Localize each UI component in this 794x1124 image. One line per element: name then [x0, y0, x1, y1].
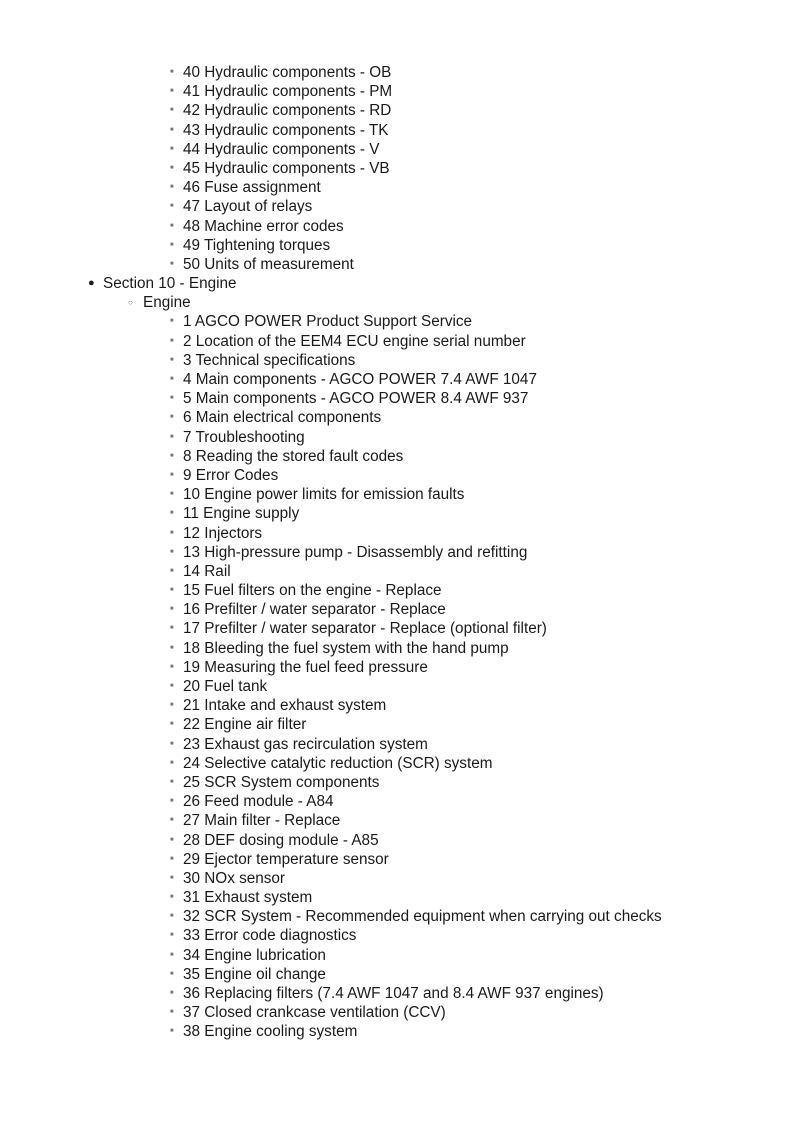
bullet-icon: ■ — [170, 395, 174, 402]
list-item[interactable] — [0, 389, 794, 408]
bullet-icon: ■ — [170, 836, 174, 843]
list-item[interactable] — [0, 1022, 794, 1041]
list-item-label: 23 Exhaust gas recirculation system — [183, 735, 428, 753]
list-item[interactable] — [0, 792, 794, 811]
list-item[interactable] — [0, 504, 794, 523]
bullet-icon: ■ — [170, 951, 174, 958]
list-item-label: 9 Error Codes — [183, 466, 279, 484]
bullet-icon: ■ — [170, 548, 174, 555]
list-item-label: 30 NOx sensor — [183, 869, 286, 887]
list-item[interactable] — [0, 965, 794, 984]
section-heading[interactable] — [0, 274, 794, 293]
list-item-label: 17 Prefilter / water separator - Replace (optional filter) — [183, 620, 547, 638]
list-item[interactable] — [0, 312, 794, 331]
bullet-icon: ■ — [170, 759, 174, 766]
subsection-heading[interactable] — [0, 293, 794, 312]
top-item-list — [0, 63, 794, 274]
hollow-bullet-icon: ○ — [128, 298, 133, 308]
section-item-list — [0, 312, 794, 1041]
list-item[interactable] — [0, 754, 794, 773]
list-item[interactable] — [0, 984, 794, 1003]
bullet-icon: ■ — [170, 625, 174, 632]
list-item-label: 13 High-pressure pump - Disassembly and refitting — [183, 543, 528, 561]
bullet-icon: ■ — [170, 88, 174, 95]
section-title: Section 10 - Engine — [103, 275, 237, 293]
list-item-label: 5 Main components - AGCO POWER 8.4 AWF 937 — [183, 390, 529, 408]
bullet-icon: ■ — [170, 567, 174, 574]
bullet-icon: ■ — [170, 145, 174, 152]
list-item-label: 3 Technical specifications — [183, 351, 356, 369]
list-item[interactable] — [0, 524, 794, 543]
list-item[interactable] — [0, 408, 794, 427]
bullet-icon: ■ — [170, 644, 174, 651]
bullet-icon: ■ — [170, 376, 174, 382]
list-item[interactable] — [0, 811, 794, 830]
list-item[interactable] — [0, 351, 794, 370]
list-item-label: 25 SCR System components — [183, 773, 380, 791]
list-item[interactable] — [0, 677, 794, 696]
list-item-label: 10 Engine power limits for emission faults — [183, 486, 465, 504]
list-item[interactable] — [0, 63, 794, 82]
list-item[interactable] — [0, 658, 794, 677]
bullet-icon: ■ — [170, 740, 174, 747]
list-item[interactable] — [0, 466, 794, 485]
bullet-icon: ■ — [170, 990, 174, 996]
list-item[interactable] — [0, 159, 794, 178]
table-of-contents — [0, 63, 794, 1042]
list-item[interactable] — [0, 581, 794, 600]
bullet-icon: ■ — [170, 126, 174, 133]
list-item[interactable] — [0, 888, 794, 907]
bullet-icon: ■ — [170, 778, 174, 785]
list-item[interactable] — [0, 1003, 794, 1022]
list-item[interactable] — [0, 696, 794, 715]
list-item-label: 7 Troubleshooting — [183, 428, 305, 446]
bullet-icon: ■ — [170, 510, 174, 517]
list-item[interactable] — [0, 236, 794, 255]
list-item-label: 50 Units of measurement — [183, 255, 354, 273]
bullet-icon: ■ — [170, 69, 174, 75]
list-item-label: 14 Rail — [183, 562, 231, 580]
list-item-label: 38 Engine cooling system — [183, 1023, 358, 1041]
bullet-icon: ■ — [170, 817, 174, 824]
list-item-label: 24 Selective catalytic reduction (SCR) system — [183, 754, 493, 772]
bullet-icon: ■ — [170, 318, 174, 325]
list-item[interactable] — [0, 101, 794, 120]
bullet-icon: ■ — [170, 587, 174, 594]
bullet-icon: ■ — [170, 721, 174, 728]
bullet-icon: ■ — [170, 471, 174, 478]
subsection-title: Engine — [143, 294, 191, 312]
list-item-label: 15 Fuel filters on the engine - Replace — [183, 582, 442, 600]
bullet-icon: ■ — [170, 663, 174, 670]
bullet-icon: ■ — [170, 414, 174, 421]
list-item-label: 8 Reading the stored fault codes — [183, 447, 404, 465]
bullet-icon: ■ — [170, 798, 174, 805]
bullet-icon: ■ — [170, 894, 174, 901]
list-item-label: 41 Hydraulic components - PM — [183, 83, 393, 101]
list-item-label: 1 AGCO POWER Product Support Service — [183, 313, 473, 331]
list-item-label: 29 Ejector temperature sensor — [183, 850, 389, 868]
bullet-icon: ■ — [170, 1009, 174, 1016]
list-item[interactable] — [0, 178, 794, 197]
list-item-label: 22 Engine air filter — [183, 716, 307, 734]
list-item-label: 6 Main electrical components — [183, 409, 382, 427]
bullet-icon: ■ — [170, 1028, 174, 1035]
list-item[interactable] — [0, 82, 794, 101]
bullet-icon: ■ — [170, 433, 174, 440]
list-item[interactable] — [0, 639, 794, 658]
list-item[interactable] — [0, 715, 794, 734]
list-item[interactable] — [0, 831, 794, 850]
list-item-label: 35 Engine oil change — [183, 965, 326, 983]
list-item-label: 42 Hydraulic components - RD — [183, 102, 392, 120]
list-item-label: 11 Engine supply — [183, 505, 300, 523]
list-item-label: 16 Prefilter / water separator - Replace — [183, 601, 446, 619]
bullet-icon: ■ — [170, 222, 174, 229]
bullet-icon: ■ — [170, 337, 174, 344]
list-item-label: 47 Layout of relays — [183, 198, 313, 216]
bullet-icon: ■ — [170, 452, 174, 459]
list-item[interactable] — [0, 926, 794, 945]
list-item-label: 33 Error code diagnostics — [183, 927, 357, 945]
list-item-label: 28 DEF dosing module - A85 — [183, 831, 379, 849]
list-item[interactable] — [0, 562, 794, 581]
list-item-label: 19 Measuring the fuel feed pressure — [183, 658, 428, 676]
list-item[interactable] — [0, 197, 794, 216]
bullet-icon: ■ — [170, 913, 174, 920]
list-item-label: 32 SCR System - Recommended equipment when carrying out checks — [183, 908, 662, 926]
list-item[interactable] — [0, 370, 794, 389]
bullet-icon: ● — [88, 277, 95, 290]
list-item[interactable] — [0, 447, 794, 466]
list-item[interactable] — [0, 543, 794, 562]
list-item-label: 44 Hydraulic components - V — [183, 140, 380, 158]
list-item[interactable] — [0, 619, 794, 638]
list-item-label: 48 Machine error codes — [183, 217, 344, 235]
bullet-icon: ■ — [170, 107, 174, 114]
bullet-icon: ■ — [170, 702, 174, 709]
list-item[interactable] — [0, 600, 794, 619]
list-item-label: 20 Fuel tank — [183, 678, 268, 695]
list-item-label: 45 Hydraulic components - VB — [183, 159, 390, 177]
list-item[interactable] — [0, 332, 794, 351]
list-item[interactable] — [0, 773, 794, 792]
bullet-icon: ■ — [170, 874, 174, 881]
list-item[interactable] — [0, 255, 794, 274]
list-item-label: 40 Hydraulic components - OB — [183, 64, 392, 81]
bullet-icon: ■ — [170, 932, 174, 939]
bullet-icon: ■ — [170, 855, 174, 862]
list-item[interactable] — [0, 850, 794, 869]
list-item-label: 46 Fuse assignment — [183, 179, 321, 197]
bullet-icon: ■ — [170, 184, 174, 191]
list-item[interactable] — [0, 907, 794, 926]
list-item-label: 18 Bleeding the fuel system with the hand pump — [183, 639, 509, 657]
list-item[interactable] — [0, 485, 794, 504]
bullet-icon: ■ — [170, 970, 174, 977]
bullet-icon: ■ — [170, 260, 174, 267]
list-item-label: 21 Intake and exhaust system — [183, 697, 387, 715]
list-item-label: 26 Feed module - A84 — [183, 793, 334, 811]
list-item-label: 12 Injectors — [183, 524, 263, 542]
list-item[interactable] — [0, 946, 794, 965]
list-item[interactable] — [0, 217, 794, 236]
list-item-label: 43 Hydraulic components - TK — [183, 121, 389, 139]
list-item-label: 4 Main components - AGCO POWER 7.4 AWF 1047 — [183, 371, 537, 388]
list-item-label: 49 Tightening torques — [183, 236, 331, 254]
bullet-icon: ■ — [170, 203, 174, 210]
bullet-icon: ■ — [170, 529, 174, 536]
list-item-label: 31 Exhaust system — [183, 889, 313, 907]
list-item-label: 2 Location of the EEM4 ECU engine serial number — [183, 332, 526, 350]
list-item-label: 34 Engine lubrication — [183, 946, 326, 964]
bullet-icon: ■ — [170, 606, 174, 613]
list-item[interactable] — [0, 869, 794, 888]
list-item-label: 37 Closed crankcase ventilation (CCV) — [183, 1004, 446, 1022]
bullet-icon: ■ — [170, 241, 174, 248]
bullet-icon: ■ — [170, 164, 174, 171]
list-item-label: 27 Main filter - Replace — [183, 812, 341, 830]
list-item[interactable] — [0, 428, 794, 447]
bullet-icon: ■ — [170, 356, 174, 363]
bullet-icon: ■ — [170, 491, 174, 498]
bullet-icon: ■ — [170, 683, 174, 689]
list-item[interactable] — [0, 735, 794, 754]
list-item-label: 36 Replacing filters (7.4 AWF 1047 and 8.4 AWF 937 engines) — [183, 985, 604, 1002]
list-item[interactable] — [0, 140, 794, 159]
list-item[interactable] — [0, 121, 794, 140]
